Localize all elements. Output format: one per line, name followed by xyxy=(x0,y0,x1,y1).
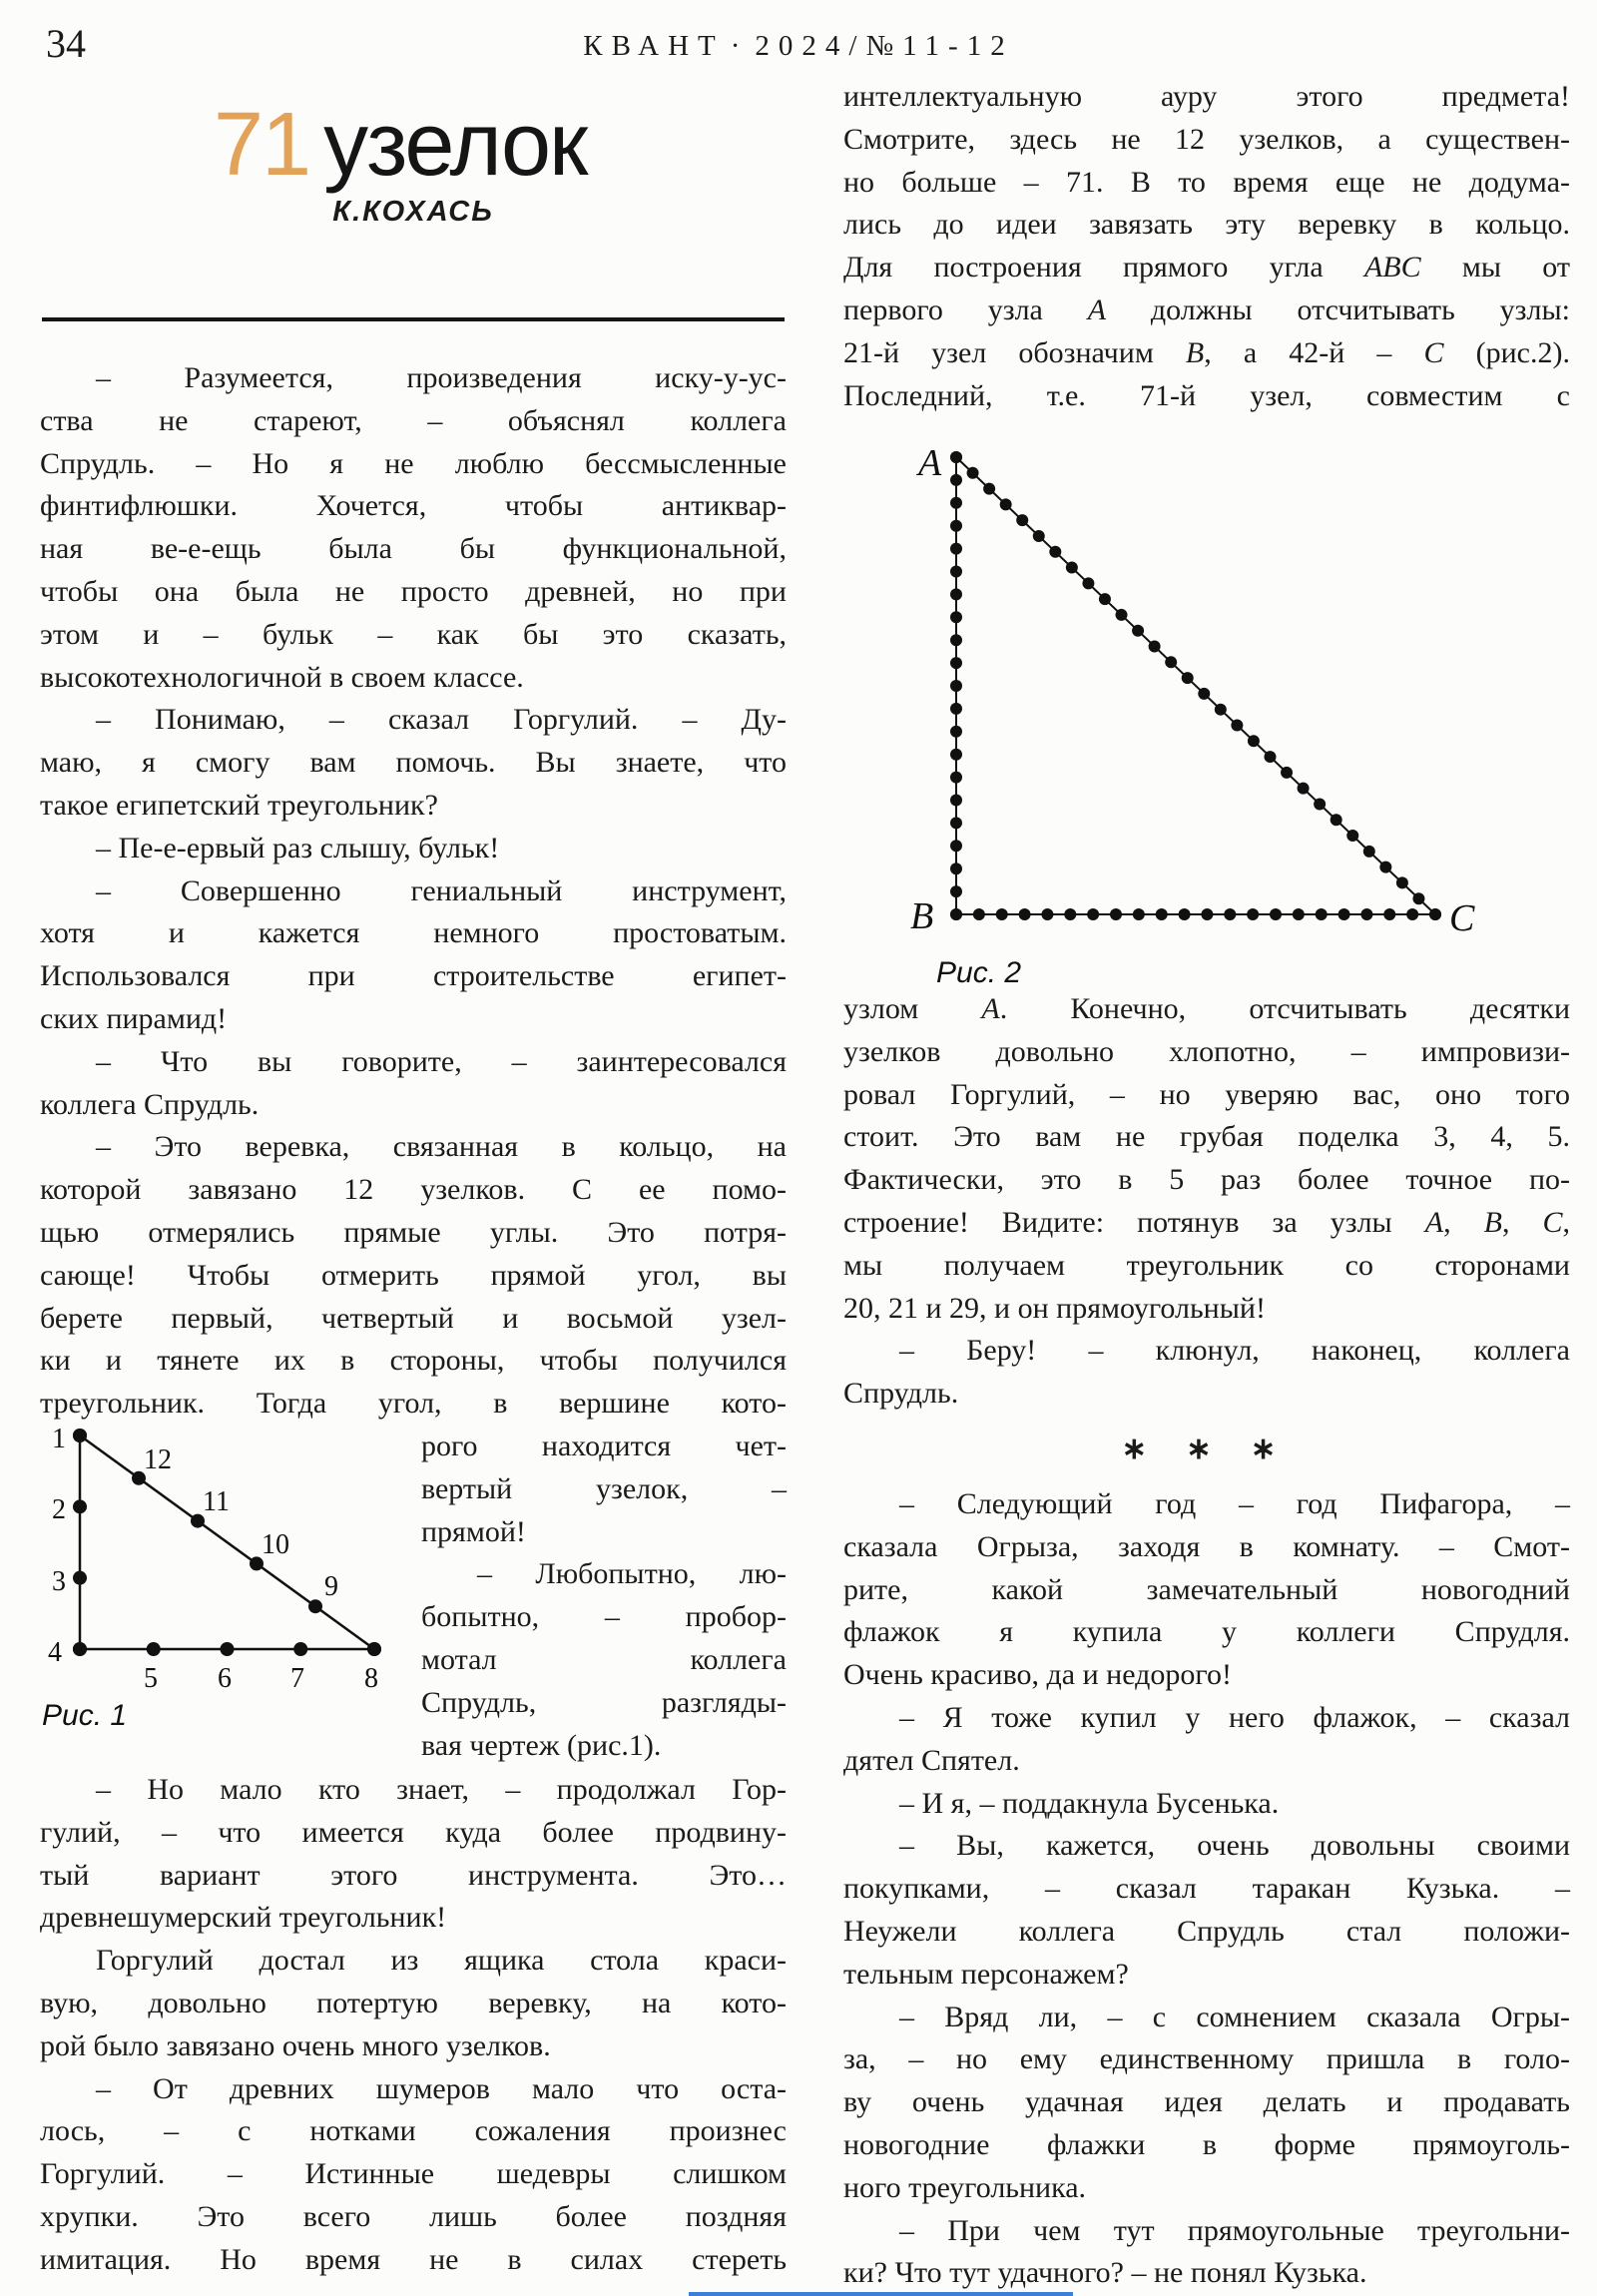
text-line: – Вы, кажется, очень довольны своими xyxy=(899,1829,1570,1863)
text-line: мотал коллега xyxy=(421,1642,787,1676)
svg-text:11: 11 xyxy=(203,1486,230,1517)
header-separator: · xyxy=(730,30,750,62)
text-line: коллега Спрудль. xyxy=(40,1087,260,1121)
text-line: 21-й узел обозначим B, а 42-й – C (рис.2). xyxy=(843,335,1570,369)
text-line: которой завязано 12 узелков. С ее помо- xyxy=(40,1173,787,1207)
issue-label: 2024/№11-12 xyxy=(755,30,1014,62)
text-line: – Вряд ли, – с сомнением сказала Огры- xyxy=(899,2000,1570,2033)
text-line: бопытно, – пробор- xyxy=(421,1600,787,1634)
title-word: узелок xyxy=(323,95,587,195)
text-line: – Это веревка, связанная в кольцо, на xyxy=(96,1130,787,1164)
text-line: строение! Видите: потянув за узлы A, B, C, xyxy=(843,1205,1571,1239)
svg-text:4: 4 xyxy=(48,1637,62,1668)
text-line: ства не стареют, – объяснял коллега xyxy=(40,403,787,437)
svg-text:10: 10 xyxy=(262,1529,289,1560)
text-line: – От древних шумеров мало что оста- xyxy=(96,2071,787,2105)
text-line: Неужели коллега Спрудль стал положи- xyxy=(843,1914,1570,1948)
text-line: Горгулий достал из ящика стола краси- xyxy=(96,1944,787,1978)
svg-text:9: 9 xyxy=(324,1571,338,1602)
text-line: – Что вы говорите, – заинтересовался xyxy=(96,1044,787,1078)
text-line: рого находится чет- xyxy=(421,1430,787,1462)
text-line: вертый узелок, – xyxy=(421,1471,787,1505)
svg-text:3: 3 xyxy=(52,1566,66,1597)
text-line: ки и тянете их в стороны, чтобы получился xyxy=(40,1344,787,1378)
text-line: – Беру! – клюнул, наконец, коллега xyxy=(899,1334,1570,1368)
svg-text:C: C xyxy=(1449,897,1475,939)
svg-text:8: 8 xyxy=(364,1663,378,1694)
text-line: сающе! Чтобы отмерить прямой угол, вы xyxy=(40,1258,787,1292)
svg-text:12: 12 xyxy=(144,1444,172,1475)
text-line: ного треугольника. xyxy=(843,2170,1087,2204)
text-line: дятел Спятел. xyxy=(843,1743,1020,1777)
egyptian-triangle-figure xyxy=(40,1426,407,1755)
text-line: хрупки. Это всего лишь более поздняя xyxy=(40,2199,787,2233)
text-line: ная ве-е-ещь была бы функциональной, xyxy=(40,532,787,566)
text-line: Последний, т.е. 71-й узел, совместим с xyxy=(843,378,1570,412)
svg-text:Рис. 1: Рис. 1 xyxy=(42,1699,128,1732)
text-line: рой было завязано очень много узелков. xyxy=(40,2028,551,2062)
text-line: Для построения прямого угла ABC мы от xyxy=(843,251,1570,285)
text-line: интеллектуальную ауру этого предмета! xyxy=(843,80,1570,113)
bottom-edge-artifact xyxy=(689,2292,1073,2296)
text-line: – Следующий год – год Пифагора, – xyxy=(899,1486,1570,1520)
71-knot-triangle-figure xyxy=(846,435,1525,994)
svg-text:2: 2 xyxy=(52,1494,66,1525)
text-line: Очень красиво, да и недорого! xyxy=(843,1658,1232,1692)
text-line: ∗ ∗ ∗ xyxy=(1121,1432,1293,1465)
text-line: – Я тоже купил у него флажок, – сказал xyxy=(899,1700,1570,1734)
text-line: – И я, – поддакнула Бусенька. xyxy=(899,1786,1280,1820)
text-line: мы получаем треугольник со сторонами xyxy=(843,1248,1570,1282)
text-line: Спрудль, разгляды- xyxy=(421,1685,787,1719)
text-line: – Совершенно гениальный инструмент, xyxy=(96,873,787,907)
text-line: хотя и кажется немного простоватым. xyxy=(40,916,787,950)
text-line: – Пе-е-ервый раз слышу, бульк! xyxy=(96,831,500,864)
text-line: флажок я купила у коллеги Спрудля. xyxy=(843,1615,1570,1649)
text-line: узелков довольно хлопотно, – импровизи- xyxy=(843,1034,1570,1068)
text-line: за, – но ему единственному пришла в голо- xyxy=(843,2042,1570,2076)
text-line: рите, какой замечательный новогодний xyxy=(843,1572,1570,1606)
text-line: имитация. Но время не в силах стереть xyxy=(40,2242,787,2276)
text-line: ки? Что тут удачного? – не понял Кузька. xyxy=(843,2256,1367,2290)
article-title xyxy=(214,95,587,195)
text-line: – Но мало кто знает, – продолжал Гор- xyxy=(96,1773,787,1806)
text-line: вую, довольно потертую веревку, на кото- xyxy=(40,1986,787,2019)
text-line: узлом A. Конечно, отсчитывать десятки xyxy=(843,992,1570,1025)
text-line: тельным персонажем? xyxy=(843,1957,1129,1991)
text-line: гулий, – что имеется куда более продвину- xyxy=(40,1815,787,1849)
text-line: – Понимаю, – сказал Горгулий. – Ду- xyxy=(96,703,787,737)
text-line: – Любопытно, лю- xyxy=(477,1557,787,1591)
page-number: 34 xyxy=(46,21,86,66)
text-line: Спрудль. – Но я не люблю бессмысленные xyxy=(40,446,787,480)
text-line: новогодние флажки в форме прямоуголь- xyxy=(843,2127,1570,2161)
text-line: тый вариант этого инструмента. Это… xyxy=(40,1858,787,1892)
text-line: ву очень удачная идея делать и продавать xyxy=(843,2085,1570,2119)
magazine-title: КВАНТ xyxy=(583,30,725,62)
text-line: ских пирамид! xyxy=(40,1001,228,1035)
text-line: чтобы она была не просто древней, но при xyxy=(40,574,787,608)
title-rule xyxy=(42,317,785,321)
text-line: древнешумерский треугольник! xyxy=(40,1901,447,1935)
text-line: Горгулий. – Истинные шедевры слишком xyxy=(40,2157,787,2191)
text-line: лось, – с нотками сожаления произнес xyxy=(40,2114,787,2148)
right-column-block-2 xyxy=(843,988,1570,2295)
figure-wrap-section xyxy=(40,1426,787,1767)
figure-1 xyxy=(40,1426,407,1767)
author-name: К.КОХАСЬ xyxy=(332,196,494,228)
svg-text:5: 5 xyxy=(144,1663,158,1694)
svg-text:6: 6 xyxy=(218,1663,232,1694)
text-line: сказала Огрыза, заходя в комнату. – Смот- xyxy=(843,1529,1570,1563)
figure-2 xyxy=(846,435,1525,994)
text-line: треугольник. Тогда угол, в вершине кото- xyxy=(40,1387,787,1421)
svg-text:7: 7 xyxy=(290,1663,304,1694)
left-column-block-2 xyxy=(40,1769,787,2282)
text-line: высокотехнологичной в своем классе. xyxy=(40,660,524,694)
text-line: этом и – бульк – как бы это сказать, xyxy=(40,617,787,651)
right-column-block-1 xyxy=(843,76,1570,417)
text-line: покупками, – сказал таракан Кузька. – xyxy=(843,1872,1570,1906)
text-line: лись до идеи завязать эту веревку в кольцо. xyxy=(843,208,1570,242)
svg-text:A: A xyxy=(918,442,942,484)
text-line: стоит. Это вам не грубая поделка 3, 4, 5. xyxy=(843,1120,1570,1154)
title-number: 71 xyxy=(214,95,310,195)
text-line: ровал Горгулий, – но уверяю вас, оно того xyxy=(843,1077,1570,1111)
text-line: Использовался при строительстве египет- xyxy=(40,959,787,993)
text-line: – Разумеется, произведения иску-у-ус- xyxy=(96,361,787,394)
svg-text:Рис. 2: Рис. 2 xyxy=(936,956,1022,989)
text-line: такое египетский треугольник? xyxy=(40,788,438,822)
text-line: Спрудль. xyxy=(843,1377,959,1411)
text-line: 20, 21 и 29, и он прямоугольный! xyxy=(843,1291,1266,1325)
text-line: Фактически, это в 5 раз более точное по- xyxy=(843,1163,1570,1197)
text-line: берете первый, четвертый и восьмой узел- xyxy=(40,1301,787,1335)
text-line: но больше – 71. В то время еще не додума- xyxy=(843,165,1570,199)
text-line: финтифлюшки. Хочется, чтобы антиквар- xyxy=(40,489,787,523)
text-line: первого узла A должны отсчитывать узлы: xyxy=(843,292,1570,326)
text-line: прямой! xyxy=(421,1514,526,1548)
running-header xyxy=(0,30,1597,63)
svg-text:1: 1 xyxy=(52,1426,66,1454)
left-column-block-1 xyxy=(40,357,787,1426)
svg-text:B: B xyxy=(910,895,934,937)
text-line: Смотрите, здесь не 12 узелков, а существен- xyxy=(843,122,1570,156)
text-line: маю, я смогу вам помочь. Вы знаете, что xyxy=(40,746,787,780)
text-line: вая чертеж (рис.1). xyxy=(421,1728,662,1762)
text-line: – При чем тут прямоугольные треугольни- xyxy=(899,2213,1570,2247)
text-line: щью отмерялись прямые углы. Это потря- xyxy=(40,1215,787,1249)
left-column-wrap-lines xyxy=(421,1426,787,1767)
